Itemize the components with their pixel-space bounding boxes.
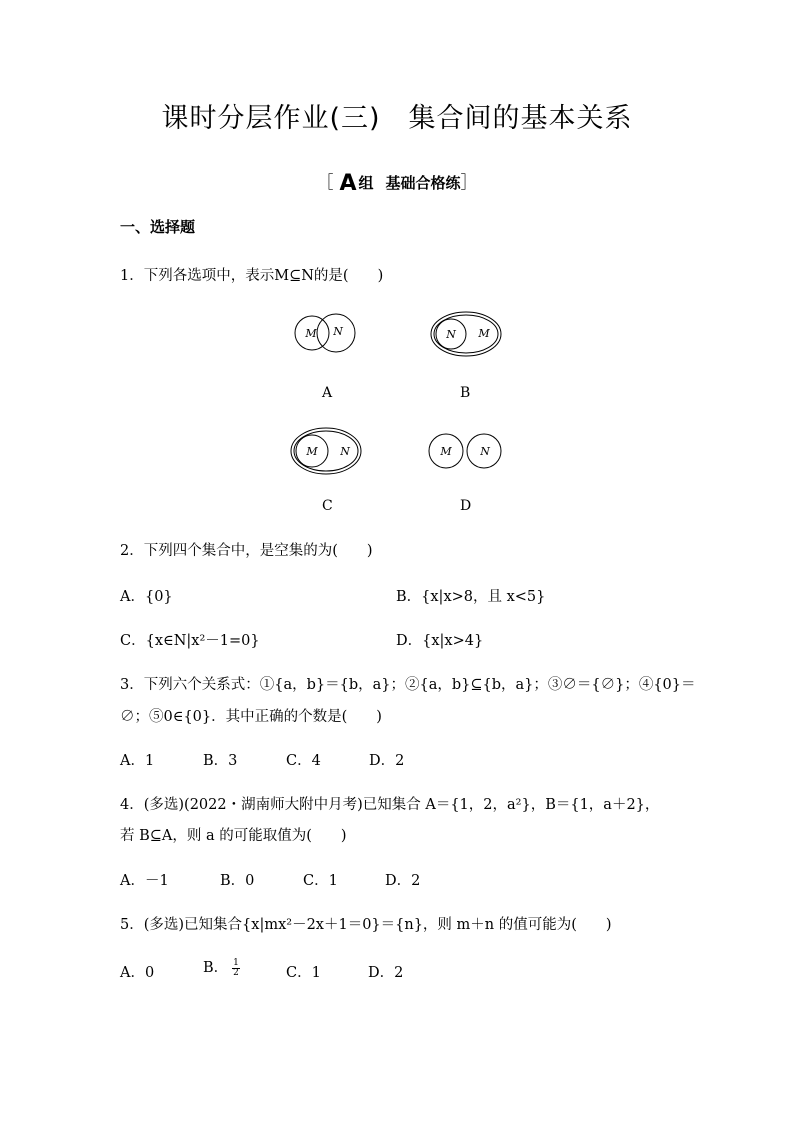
venn-c-caption: C	[322, 498, 333, 514]
q4-option-b: B．0	[220, 873, 255, 889]
q5-option-b-letter: B．	[203, 960, 229, 976]
venn-b-outer-label: M	[478, 327, 490, 340]
q5-fraction-denominator: 2	[233, 967, 239, 978]
q5-stem: 5．(多选)已知集合{x|mx²－2x＋1＝0}＝{n}，则 m＋n 的值可能为( )	[120, 917, 612, 933]
q3-line2: ∅；⑤0∈{0}．其中正确的个数是( )	[120, 709, 382, 725]
venn-c-inner-label: M	[306, 445, 318, 458]
venn-a-left-label: M	[305, 327, 317, 340]
q5-option-c: C．1	[286, 965, 321, 981]
venn-diagram-c	[290, 426, 362, 476]
group-heading	[0, 168, 794, 196]
q4-option-d: D．2	[385, 873, 421, 889]
q5-fraction-numerator: 1	[233, 957, 239, 968]
group-label: 基础合格练	[385, 174, 461, 192]
venn-d-right-label: N	[480, 445, 490, 458]
group-name: 组	[358, 174, 374, 192]
q1-stem: 1．下列各选项中，表示M⊆N的是( )	[120, 268, 384, 284]
venn-diagram-b	[430, 310, 502, 358]
venn-c-outer-label: N	[340, 445, 350, 458]
q2-option-d: D．{x|x>4}	[396, 633, 484, 649]
q2-option-b: B．{x|x>8，且 x<5}	[396, 589, 546, 605]
venn-a-caption: A	[322, 385, 333, 401]
q4-option-c: C．1	[303, 873, 338, 889]
venn-diagram-a	[292, 310, 356, 356]
q3-option-c: C．4	[286, 753, 321, 769]
q5-option-b	[203, 956, 240, 978]
venn-d-caption: D	[460, 498, 472, 514]
group-letter: A	[339, 171, 357, 196]
venn-a-right-label: N	[333, 325, 343, 338]
venn-d-left-label: M	[440, 445, 452, 458]
q3-option-b: B．3	[203, 753, 238, 769]
q3-line1: 3．下列六个关系式：①{a，b}＝{b，a}；②{a，b}⊆{b，a}；③∅＝{∅}；④{0}＝	[120, 677, 696, 693]
group-open-bracket: ［	[316, 173, 334, 193]
q5-option-a: A．0	[120, 965, 155, 981]
q4-option-a: A．－1	[120, 873, 169, 889]
q3-option-a: A．1	[120, 753, 155, 769]
q2-option-a: A．{0}	[120, 589, 173, 605]
section-heading: 一、选择题	[120, 218, 196, 236]
q3-option-d: D．2	[369, 753, 405, 769]
q5-option-d: D．2	[368, 965, 404, 981]
q2-stem: 2．下列四个集合中，是空集的为( )	[120, 543, 373, 559]
venn-diagram-d	[428, 430, 502, 472]
q2-option-c: C．{x∈N|x²－1=0}	[120, 633, 260, 649]
venn-b-inner-label: N	[446, 328, 456, 341]
q5-fraction	[232, 959, 240, 978]
q4-line1: 4．(多选)(2022・湖南师大附中月考)已知集合 A＝{1，2，a²}，B＝{1，a＋2}，	[120, 797, 660, 813]
page-title: 课时分层作业(三) 集合间的基本关系	[161, 103, 633, 134]
group-close-bracket: ］	[460, 173, 478, 193]
q4-line2: 若 B⊆A，则 a 的可能取值为( )	[120, 828, 347, 844]
venn-b-caption: B	[460, 385, 471, 401]
